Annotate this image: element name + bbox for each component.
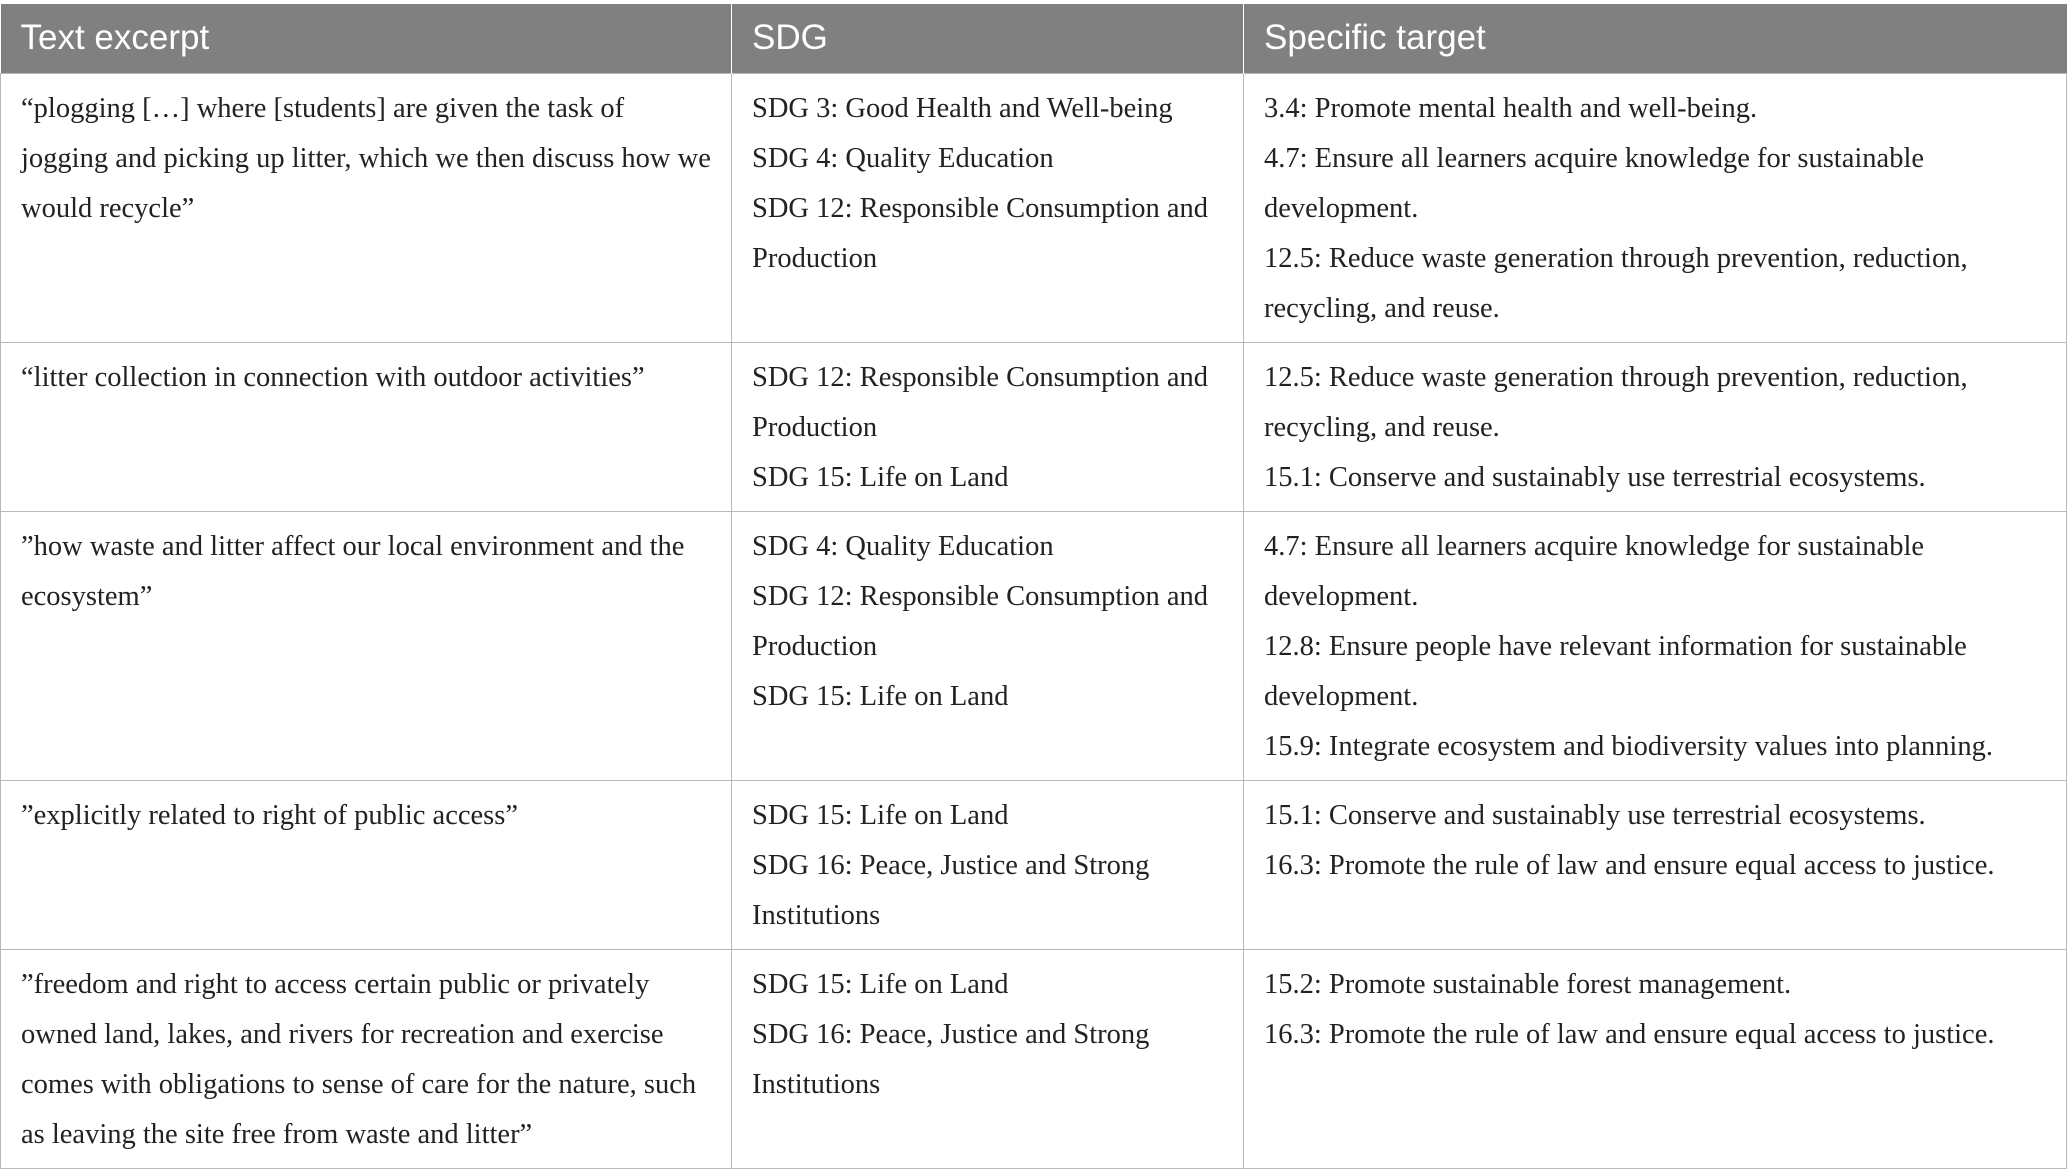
table-row (1, 342, 2067, 511)
target-cell (1244, 511, 2067, 780)
sdg-cell (732, 73, 1244, 342)
target-item: 12.8: Ensure people have relevant information for sustainable development. (1264, 630, 1967, 712)
table-body (1, 73, 2067, 1168)
table-row (1, 780, 2067, 949)
table-row (1, 511, 2067, 780)
sdg-item: SDG 15: Life on Land (752, 461, 1009, 493)
sdg-item: SDG 12: Responsible Consumption and Production (752, 580, 1209, 662)
target-cell (1244, 73, 2067, 342)
header-specific-target: Specific target (1244, 4, 2067, 73)
sdg-item: SDG 15: Life on Land (752, 799, 1009, 831)
target-item: 16.3: Promote the rule of law and ensure equal access to justice. (1264, 849, 1995, 881)
header-text-excerpt: Text excerpt (1, 4, 732, 73)
target-item: 16.3: Promote the rule of law and ensure equal access to justice. (1264, 1018, 1995, 1050)
target-item: 4.7: Ensure all learners acquire knowledge for sustainable development. (1264, 530, 1925, 612)
sdg-table (0, 4, 2067, 1169)
target-item: 15.2: Promote sustainable forest management. (1264, 968, 1792, 1000)
table-row (1, 949, 2067, 1168)
sdg-cell (732, 511, 1244, 780)
target-item: 15.1: Conserve and sustainably use terrestrial ecosystems. (1264, 461, 1926, 493)
sdg-cell (732, 780, 1244, 949)
table-header (1, 4, 2067, 73)
sdg-item: SDG 3: Good Health and Well-being (752, 92, 1173, 124)
target-cell (1244, 342, 2067, 511)
sdg-item: SDG 15: Life on Land (752, 680, 1009, 712)
sdg-cell (732, 342, 1244, 511)
sdg-item: SDG 4: Quality Education (752, 530, 1054, 562)
sdg-item: SDG 15: Life on Land (752, 968, 1009, 1000)
target-item: 4.7: Ensure all learners acquire knowledge for sustainable development. (1264, 142, 1925, 224)
header-sdg: SDG (732, 4, 1244, 73)
sdg-cell (732, 949, 1244, 1168)
target-item: 3.4: Promote mental health and well-being. (1264, 92, 1758, 124)
target-item: 15.1: Conserve and sustainably use terrestrial ecosystems. (1264, 799, 1926, 831)
excerpt-cell: “plogging […] where [students] are given the task of jogging and picking up litter, which we then discuss how we would recycle” (1, 73, 732, 342)
sdg-item: SDG 12: Responsible Consumption and Production (752, 361, 1209, 443)
excerpt-cell: ”freedom and right to access certain public or privately owned land, lakes, and rivers for recreation and exercise comes with obligations to sense of care for the nature, such as leaving the site free from waste and litter” (1, 949, 732, 1168)
sdg-item: SDG 12: Responsible Consumption and Production (752, 192, 1209, 274)
header-row (1, 4, 2067, 73)
excerpt-cell: ”explicitly related to right of public access” (1, 780, 732, 949)
table-row (1, 73, 2067, 342)
sdg-item: SDG 16: Peace, Justice and Strong Institutions (752, 1018, 1150, 1100)
sdg-table-container (0, 4, 2066, 1169)
excerpt-cell: ”how waste and litter affect our local environment and the ecosystem” (1, 511, 732, 780)
excerpt-cell: “litter collection in connection with outdoor activities” (1, 342, 732, 511)
target-cell (1244, 949, 2067, 1168)
target-item: 12.5: Reduce waste generation through prevention, reduction, recycling, and reuse. (1264, 361, 1968, 443)
sdg-item: SDG 4: Quality Education (752, 142, 1054, 174)
sdg-item: SDG 16: Peace, Justice and Strong Institutions (752, 849, 1150, 931)
target-item: 15.9: Integrate ecosystem and biodiversity values into planning. (1264, 730, 1993, 762)
target-cell (1244, 780, 2067, 949)
target-item: 12.5: Reduce waste generation through prevention, reduction, recycling, and reuse. (1264, 242, 1968, 324)
